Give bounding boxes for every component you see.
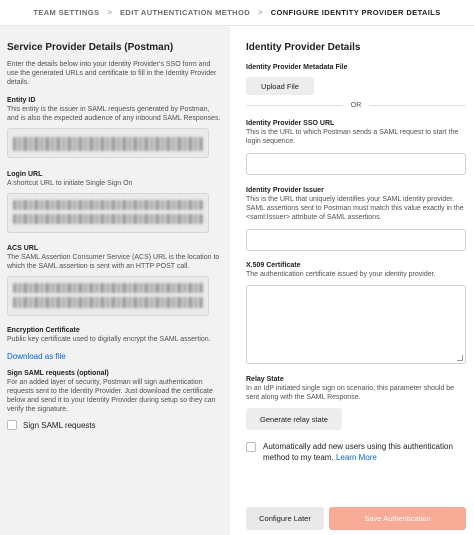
generate-relay-state-button[interactable]: Generate relay state <box>246 408 342 430</box>
download-certificate-link[interactable]: Download as file <box>7 352 66 361</box>
auto-add-users-checkbox[interactable] <box>246 442 256 452</box>
configure-later-button[interactable]: Configure Later <box>246 507 324 530</box>
acs-url-section <box>7 244 223 316</box>
learn-more-link[interactable]: Learn More <box>335 453 377 462</box>
upload-file-button[interactable]: Upload File <box>246 77 314 95</box>
issuer-label: Identity Provider Issuer <box>246 187 324 194</box>
encryption-certificate-label: Encryption Certificate <box>7 327 80 334</box>
sign-requests-checkbox-row[interactable] <box>7 420 223 430</box>
sso-url-description: This is the URL to which Postman sends a SAML request to start the login sequence. <box>246 129 459 145</box>
acs-url-description: The SAML Assertion Consumer Service (ACS) URL is the location to which the SAML assertion is sent with an HTTP POST call. <box>7 254 220 270</box>
identity-provider-title: Identity Provider Details <box>246 42 361 53</box>
sign-requests-checkbox-label: Sign SAML requests <box>23 420 96 430</box>
metadata-file-label: Identity Provider Metadata File <box>246 64 348 71</box>
certificate-textarea[interactable] <box>246 285 466 364</box>
service-provider-title: Service Provider Details (Postman) <box>7 42 174 53</box>
sign-requests-label: Sign SAML requests (optional) <box>7 370 109 377</box>
breadcrumb-edit-auth-method[interactable]: EDIT AUTHENTICATION METHOD <box>120 8 251 17</box>
service-provider-intro: Enter the details below into your Identity Provider's SSO form and use the generated URLs and certificate to fill in the Identity Provider details. <box>7 61 217 86</box>
or-label: OR <box>350 102 362 109</box>
resize-handle-icon[interactable] <box>457 355 463 361</box>
breadcrumb-configure-idp: CONFIGURE IDENTITY PROVIDER DETAILS <box>270 8 441 17</box>
relay-state-label: Relay State <box>246 376 284 383</box>
auto-add-users-row[interactable] <box>246 441 468 463</box>
login-url-section <box>7 170 223 233</box>
encryption-certificate-section <box>7 326 223 361</box>
issuer-section <box>246 186 466 251</box>
relay-state-section <box>246 375 466 430</box>
issuer-description: This is the URL that uniquely identifies your SAML identity provider. SAML assertions sent to Postman must match this value exactly in the <saml:Issuer> attribute of SAML assertions. <box>246 196 464 221</box>
login-url-label: Login URL <box>7 171 43 178</box>
certificate-label: X.509 Certificate <box>246 262 301 269</box>
metadata-file-section <box>246 63 466 109</box>
save-authentication-button[interactable]: Save Authentication <box>329 507 466 530</box>
entity-id-value[interactable] <box>7 128 209 158</box>
sso-url-label: Identity Provider SSO URL <box>246 120 335 127</box>
certificate-section <box>246 261 466 364</box>
sign-requests-description: For an added layer of security, Postman will sign authentication requests sent to the Identity Provider. Just download the certificate below and send it to your Identity Provider during setup so they can verify the signature. <box>7 379 216 413</box>
sso-url-section <box>246 119 466 175</box>
auto-add-users-label: Automatically add new users using this authentication method to my team. <box>263 442 453 462</box>
breadcrumb-team-settings[interactable]: TEAM SETTINGS <box>33 8 100 17</box>
chevron-right-icon: > <box>258 8 263 17</box>
login-url-value[interactable] <box>7 193 209 233</box>
service-provider-panel <box>0 26 230 535</box>
issuer-input[interactable] <box>246 229 466 251</box>
chevron-right-icon: > <box>107 8 113 17</box>
sign-requests-section <box>7 369 223 430</box>
sso-url-input[interactable] <box>246 153 466 175</box>
acs-url-value[interactable] <box>7 276 209 316</box>
certificate-description: The authentication certificate issued by your identity provider. <box>246 271 436 278</box>
breadcrumb <box>0 0 474 26</box>
or-divider <box>246 102 466 109</box>
entity-id-section <box>7 96 223 158</box>
acs-url-label: ACS URL <box>7 245 39 252</box>
encryption-certificate-description: Public key certificate used to digitally encrypt the SAML assertion. <box>7 336 211 343</box>
relay-state-description: In an IdP initiated single sign on scenario, this parameter should be sent along with the SAML Response. <box>246 385 455 401</box>
entity-id-description: This entity is the issuer in SAML requests generated by Postman, and is also the expected audience of any inbound SAML Responses. <box>7 106 221 122</box>
footer-actions <box>230 499 474 535</box>
entity-id-label: Entity ID <box>7 97 36 104</box>
sign-requests-checkbox[interactable] <box>7 420 17 430</box>
identity-provider-panel <box>230 26 474 535</box>
login-url-description: A shortcut URL to initiate Single Sign On <box>7 180 133 187</box>
